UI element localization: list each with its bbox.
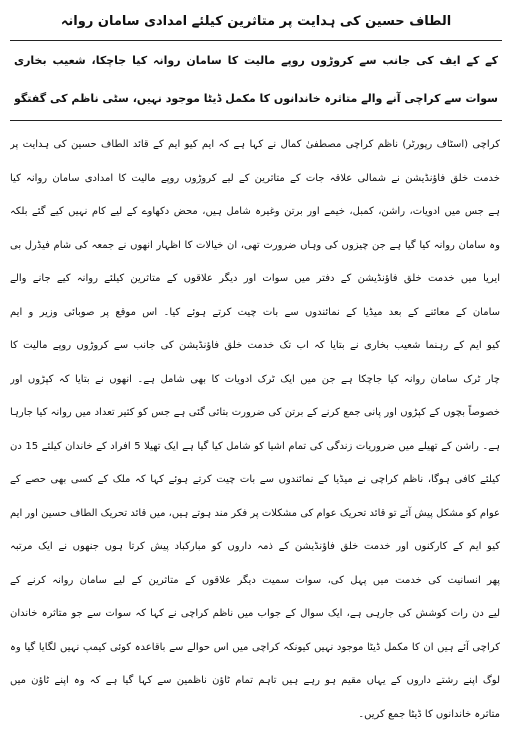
article-subheadline: سوات سے کراچی آنے والے متاثرہ خاندانوں کا مکمل ڈیٹا موجود نہیں، سٹی ناظم کی گفتگو — [14, 92, 498, 105]
subheadline-divider — [10, 120, 502, 121]
article-body-line: چار ٹرک سامان روانہ کیا جاچکا ہے جن میں ایک ٹرک ادویات کا بھی شامل ہے۔ انھوں نے بتایا کہ کپڑوں اور — [10, 373, 500, 385]
article-body-line: کراچی آئے ہیں ان کا مکمل ڈیٹا موجود نہیں کیونکہ کراچی میں اس حوالے سے باقاعدہ کوئی کیمپ نہیں لگایا گیا وہ — [10, 641, 500, 653]
headline-divider — [10, 40, 502, 41]
article-headline: الطاف حسین کی ہدایت پر متاثرین کیلئے امدادی سامان روانہ — [60, 14, 452, 29]
article-body-line: سامان کے معائنے کے بعد میڈیا کے نمائندوں سے بات چیت کرتے ہوئے کیا۔ اس موقع پر صوبائی وزیر و ایم — [10, 306, 500, 318]
article-body-line: کراچی (اسٹاف رپورٹر) ناظم کراچی مصطفیٰ کمال نے کہا ہے کہ ایم کیو ایم کے قائد الطاف حسین کی ہدایت پر — [10, 139, 500, 150]
article-body-line: پھر انسانیت کی خدمت میں پہل کی، سوات سمیت دیگر علاقوں کے متاثرین کے لیے سامان روانہ کرنے کے — [10, 574, 500, 586]
article-body-line: کیو ایم کے رہنما شعیب بخاری نے بتایا کہ اب تک خدمت خلق فاؤنڈیشن کی جانب سے کروڑوں روپے مالیت کا — [10, 340, 500, 351]
article-subheadline: کے کے ایف کی جانب سے کروڑوں روپے مالیت کا سامان روانہ کیا جاچکا، شعیب بخاری — [14, 54, 498, 67]
article-body-line: ہے۔ راشن کے تھیلے میں ضروریات زندگی کی تمام اشیا کو شامل کیا گیا ہے ایک تھیلا 5 افراد کے خاندان کیلئے 15 دن — [10, 440, 500, 452]
article-body-line: عوام کو مشکل پیش آئے تو قائد تحریک عوام کی مشکلات پر فکر مند ہوتے ہیں، میں قائد تحریک الطاف حسین اور ایم — [10, 507, 500, 519]
article-body-line: لوگ اپنے رشتے داروں کے یہاں مقیم ہو رہے ہیں تاہم تمام ٹاؤن ناظمین سے کہا گیا ہے کہ وہ اپنے ٹاؤن میں — [10, 675, 500, 686]
article-body-line: متاثرہ خاندانوں کا ڈیٹا جمع کریں۔ — [358, 708, 500, 720]
article-body-line: خصوصاً بچوں کے کپڑوں اور پانی جمع کرنے کے برتن کی ضرورت بتائی گئی ہے جس کو کثیر تعداد میں روانہ کیا جارہا — [10, 407, 500, 418]
article-body-line: وہ سامان روانہ کیا گیا ہے جن چیزوں کی وہاں ضرورت تھی، ان خیالات کا اظہار انھوں نے جمعہ کی شام فیڈرل بی — [10, 239, 500, 251]
article-body-line: لیے دن رات کوشش کی جارہی ہے، ایک سوال کے جواب میں ناظم کراچی نے کہا کہ سوات سے جو متاثرہ خاندان — [10, 608, 500, 619]
article-body-line: کیو ایم کے کارکنوں اور خدمت خلق فاؤنڈیشن کے ذمہ داروں کو مبارکباد پیش کرتا ہوں جنھوں نے ایک مرتبہ — [10, 541, 500, 552]
article-body-line: خدمت خلق فاؤنڈیشن نے شمالی علاقہ جات کے متاثرین کے لیے کروڑوں روپے مالیت کا امدادی سامان روانہ کیا — [10, 172, 500, 184]
article-body-line: کیلئے کافی ہوگا، ناظم کراچی نے میڈیا کے نمائندوں سے بات چیت کرتے ہوئے کہا کہ ملک کے کسی بھی حصے کے — [10, 474, 500, 485]
article-body — [10, 128, 500, 731]
article-body-line: ایریا میں خدمت خلق فاؤنڈیشن کے دفتر میں سوات اور دیگر علاقوں کے متاثرین کیلئے روانہ کیے جانے والے — [10, 273, 500, 284]
article-body-line: ہے جس میں ادویات، راشن، کمبل، خیمے اور برتن وغیرہ شامل ہیں، محض دکھاوے کے لیے کام نہیں کیے گئے بلکہ — [10, 206, 500, 217]
